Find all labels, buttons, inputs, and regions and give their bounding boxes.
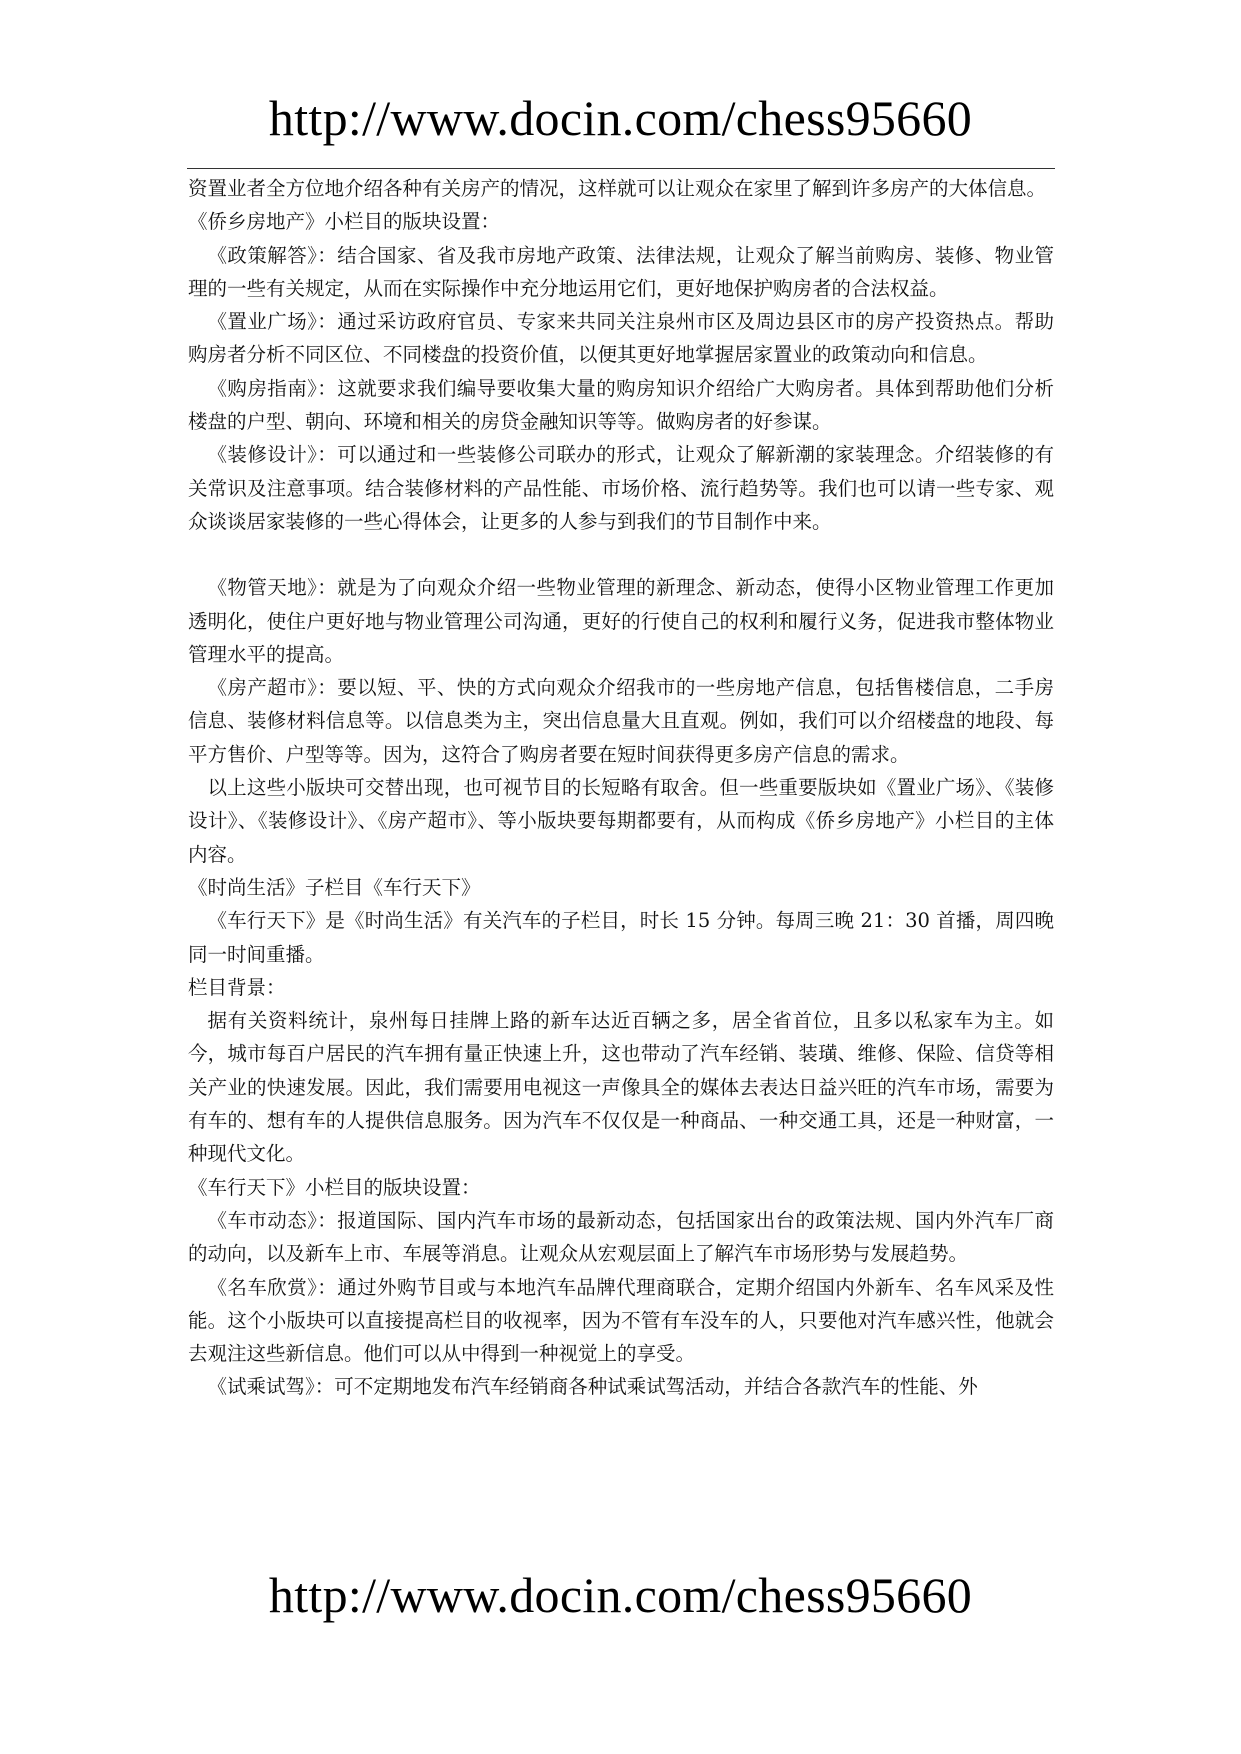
paragraph: 《试乘试驾》：可不定期地发布汽车经销商各种试乘试驾活动，并结合各款汽车的性能、外	[207, 1375, 978, 1399]
section-heading: 栏目背景：	[188, 975, 286, 999]
paragraph: 以上这些小版块可交替出现，也可视节目的长短略有取舍。但一些重要版块如《置业广场》、《装修设计》、《装修设计》、《房产超市》、等小版块要每期都要有，从而构成《侨乡房地产》小栏目的主体内容。	[188, 776, 1054, 866]
paragraph: 《物管天地》：就是为了向观众介绍一些物业管理的新理念、新动态，使得小区物业管理工作更加透明化，使住户更好地与物业管理公司沟通，更好的行使自己的权利和履行义务，促进我市整体物业管理水平的提高。	[188, 576, 1054, 666]
header-url: http://www.docin.com/chess95660	[268, 90, 973, 146]
document-body	[188, 172, 1054, 1404]
paragraph: 《政策解答》：结合国家、省及我市房地产政策、法律法规，让观众了解当前购房、装修、物业管理的一些有关规定，从而在实际操作中充分地运用它们，更好地保护购房者的合法权益。	[188, 243, 1054, 300]
section-heading: 《侨乡房地产》小栏目的版块设置：	[188, 210, 501, 234]
paragraph: 据有关资料统计，泉州每日挂牌上路的新车达近百辆之多，居全省首位，且多以私家车为主。如今，城市每百户居民的汽车拥有量正快速上升，这也带动了汽车经销、装璜、维修、保险、信贷等相关产业的快速发展。因此，我们需要用电视这一声像具全的媒体去表达日益兴旺的汽车市场，需要为有车的、想有车的人提供信息服务。因为汽车不仅仅是一种商品、一种交通工具，还是一种财富，一种现代文化。	[188, 1009, 1054, 1166]
paragraph: 《车行天下》是《时尚生活》有关汽车的子栏目，时长 15 分钟。每周三晚 21：30 首播，周四晚同一时间重播。	[188, 909, 1054, 966]
paragraph: 《车市动态》：报道国际、国内汽车市场的最新动态，包括国家出台的政策法规、国内外汽车厂商的动向，以及新车上市、车展等消息。让观众从宏观层面上了解汽车市场形势与发展趋势。	[188, 1208, 1054, 1266]
paragraph: 《房产超市》：要以短、平、快的方式向观众介绍我市的一些房地产信息，包括售楼信息，二手房信息、装修材料信息等。以信息类为主，突出信息量大且直观。例如，我们可以介绍楼盘的地段、每平方售价、户型等等。因为，这符合了购房者要在短时间获得更多房产信息的需求。	[188, 676, 1054, 766]
paragraph: 《名车欣赏》：通过外购节目或与本地汽车品牌代理商联合，定期介绍国内外新车、名车风采及性能。这个小版块可以直接提高栏目的收视率，因为不管有车没车的人，只要他对汽车感兴性，他就会去观注这些新信息。他们可以从中得到一种视觉上的享受。	[188, 1275, 1054, 1366]
footer-url: http://www.docin.com/chess95660	[268, 1567, 973, 1623]
section-heading: 《时尚生活》子栏目《车行天下》	[188, 875, 481, 899]
paragraph: 《置业广场》：通过采访政府官员、专家来共同关注泉州市区及周边县区市的房产投资热点。帮助购房者分析不同区位、不同楼盘的投资价值，以便其更好地掌握居家置业的政策动向和信息。	[188, 310, 1054, 367]
paragraph: 资置业者全方位地介绍各种有关房产的情况，这样就可以让观众在家里了解到许多房产的大体信息。	[188, 177, 1047, 200]
paragraph: 《购房指南》：这就要求我们编导要收集大量的购房知识介绍给广大购房者。具体到帮助他们分析楼盘的户型、朝向、环境和相关的房贷金融知识等等。做购房者的好参谋。	[188, 376, 1054, 434]
paragraph: 《装修设计》：可以通过和一些装修公司联办的形式，让观众了解新潮的家装理念。介绍装修的有关常识及注意事项。结合装修材料的产品性能、市场价格、流行趋势等。我们也可以请一些专家、观众谈谈居家装修的一些心得体会，让更多的人参与到我们的节目制作中来。	[188, 443, 1054, 533]
header-divider	[187, 168, 1055, 169]
section-heading: 《车行天下》小栏目的版块设置：	[188, 1175, 481, 1199]
